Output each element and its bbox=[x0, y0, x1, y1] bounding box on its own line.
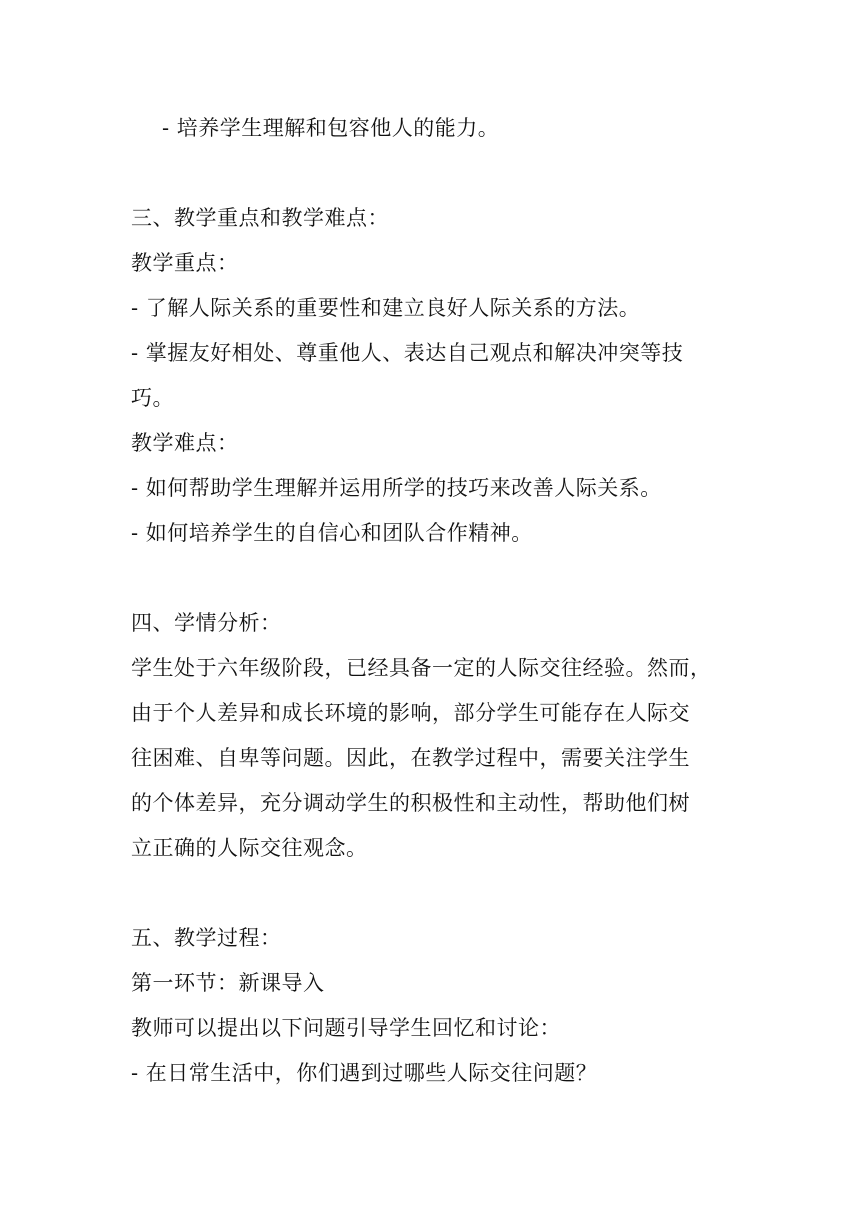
key-point-item: - 掌握友好相处、尊重他人、表达自己观点和解决冲突等技 bbox=[131, 341, 684, 365]
key-point-item: - 了解人际关系的重要性和建立良好人际关系的方法。 bbox=[131, 296, 641, 320]
step-intro: 教师可以提出以下问题引导学生回忆和讨论： bbox=[131, 1016, 561, 1040]
analysis-paragraph-line: 由于个人差异和成长环境的影响，部分学生可能存在人际交 bbox=[131, 701, 690, 725]
section-heading-process: 五、教学过程： bbox=[131, 926, 282, 950]
analysis-paragraph-line: 立正确的人际交往观念。 bbox=[131, 836, 368, 860]
objective-item: - 培养学生理解和包容他人的能力。 bbox=[162, 116, 500, 140]
key-points-label: 教学重点： bbox=[131, 251, 239, 275]
difficulty-item: - 如何帮助学生理解并运用所学的技巧来改善人际关系。 bbox=[131, 476, 662, 500]
step-heading: 第一环节：新课导入 bbox=[131, 971, 325, 995]
section-heading-key-points: 三、教学重点和教学难点： bbox=[131, 206, 389, 230]
difficulties-label: 教学难点： bbox=[131, 431, 239, 455]
question-item: - 在日常生活中，你们遇到过哪些人际交往问题？ bbox=[131, 1061, 598, 1085]
analysis-paragraph-line: 的个体差异，充分调动学生的积极性和主动性，帮助他们树 bbox=[131, 791, 690, 815]
section-heading-analysis: 四、学情分析： bbox=[131, 611, 282, 635]
difficulty-item: - 如何培养学生的自信心和团队合作精神。 bbox=[131, 521, 533, 545]
analysis-paragraph-line: 往困难、自卑等问题。因此，在教学过程中，需要关注学生 bbox=[131, 746, 690, 770]
analysis-paragraph-line: 学生处于六年级阶段，已经具备一定的人际交往经验。然而， bbox=[131, 656, 712, 680]
key-point-item-continued: 巧。 bbox=[131, 386, 174, 410]
